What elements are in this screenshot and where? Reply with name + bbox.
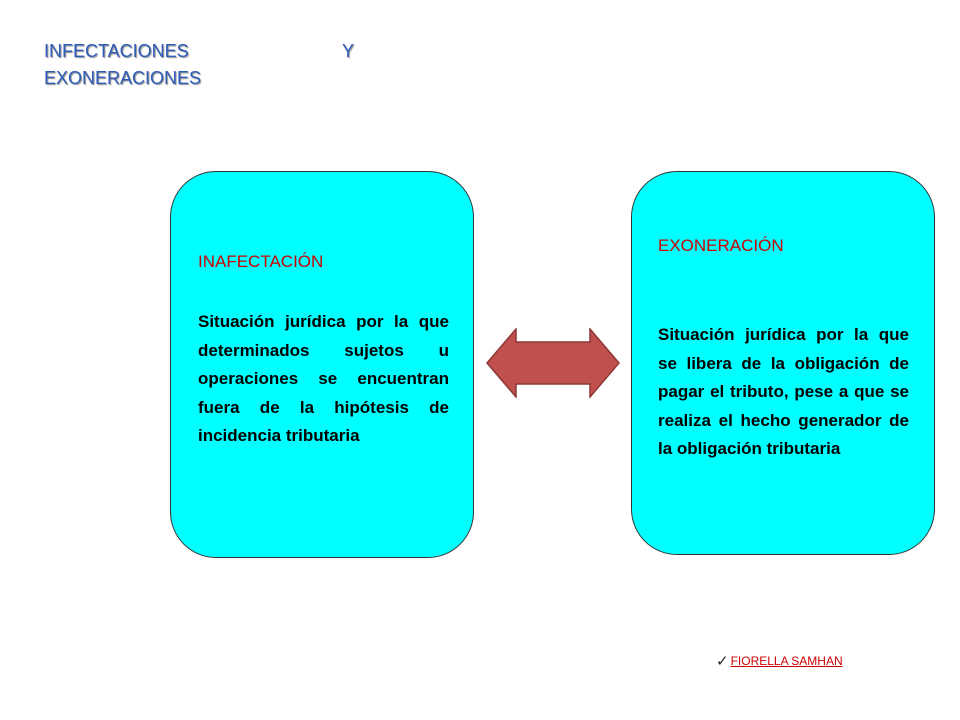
inafectacion-heading: INAFECTACIÓN	[198, 252, 324, 271]
author-credit[interactable]	[716, 652, 843, 670]
inafectacion-box	[170, 171, 474, 558]
double-arrow-icon	[486, 328, 620, 398]
double-arrow-shape	[487, 329, 619, 397]
author-name[interactable]: FIORELLA SAMHAN	[730, 654, 843, 668]
page-title	[44, 38, 354, 92]
checkmark-icon: ✓	[716, 653, 729, 670]
exoneracion-definition: Situación jurídica por la que se libera de la obligación de pagar el tributo, pese a que se realiza el hecho generador de la obligación tributaria	[658, 325, 909, 458]
title-line-1	[44, 38, 354, 65]
title-word-infectaciones: INFECTACIONES	[44, 41, 189, 61]
exoneracion-box	[631, 171, 935, 555]
title-line-2: EXONERACIONES	[44, 68, 202, 88]
inafectacion-definition: Situación jurídica por la que determinados sujetos u operaciones se encuentran fuera de la hipótesis de incidencia tributaria	[198, 312, 449, 445]
exoneracion-heading: EXONERACIÓN	[658, 236, 784, 255]
title-word-y: Y	[341, 41, 354, 61]
